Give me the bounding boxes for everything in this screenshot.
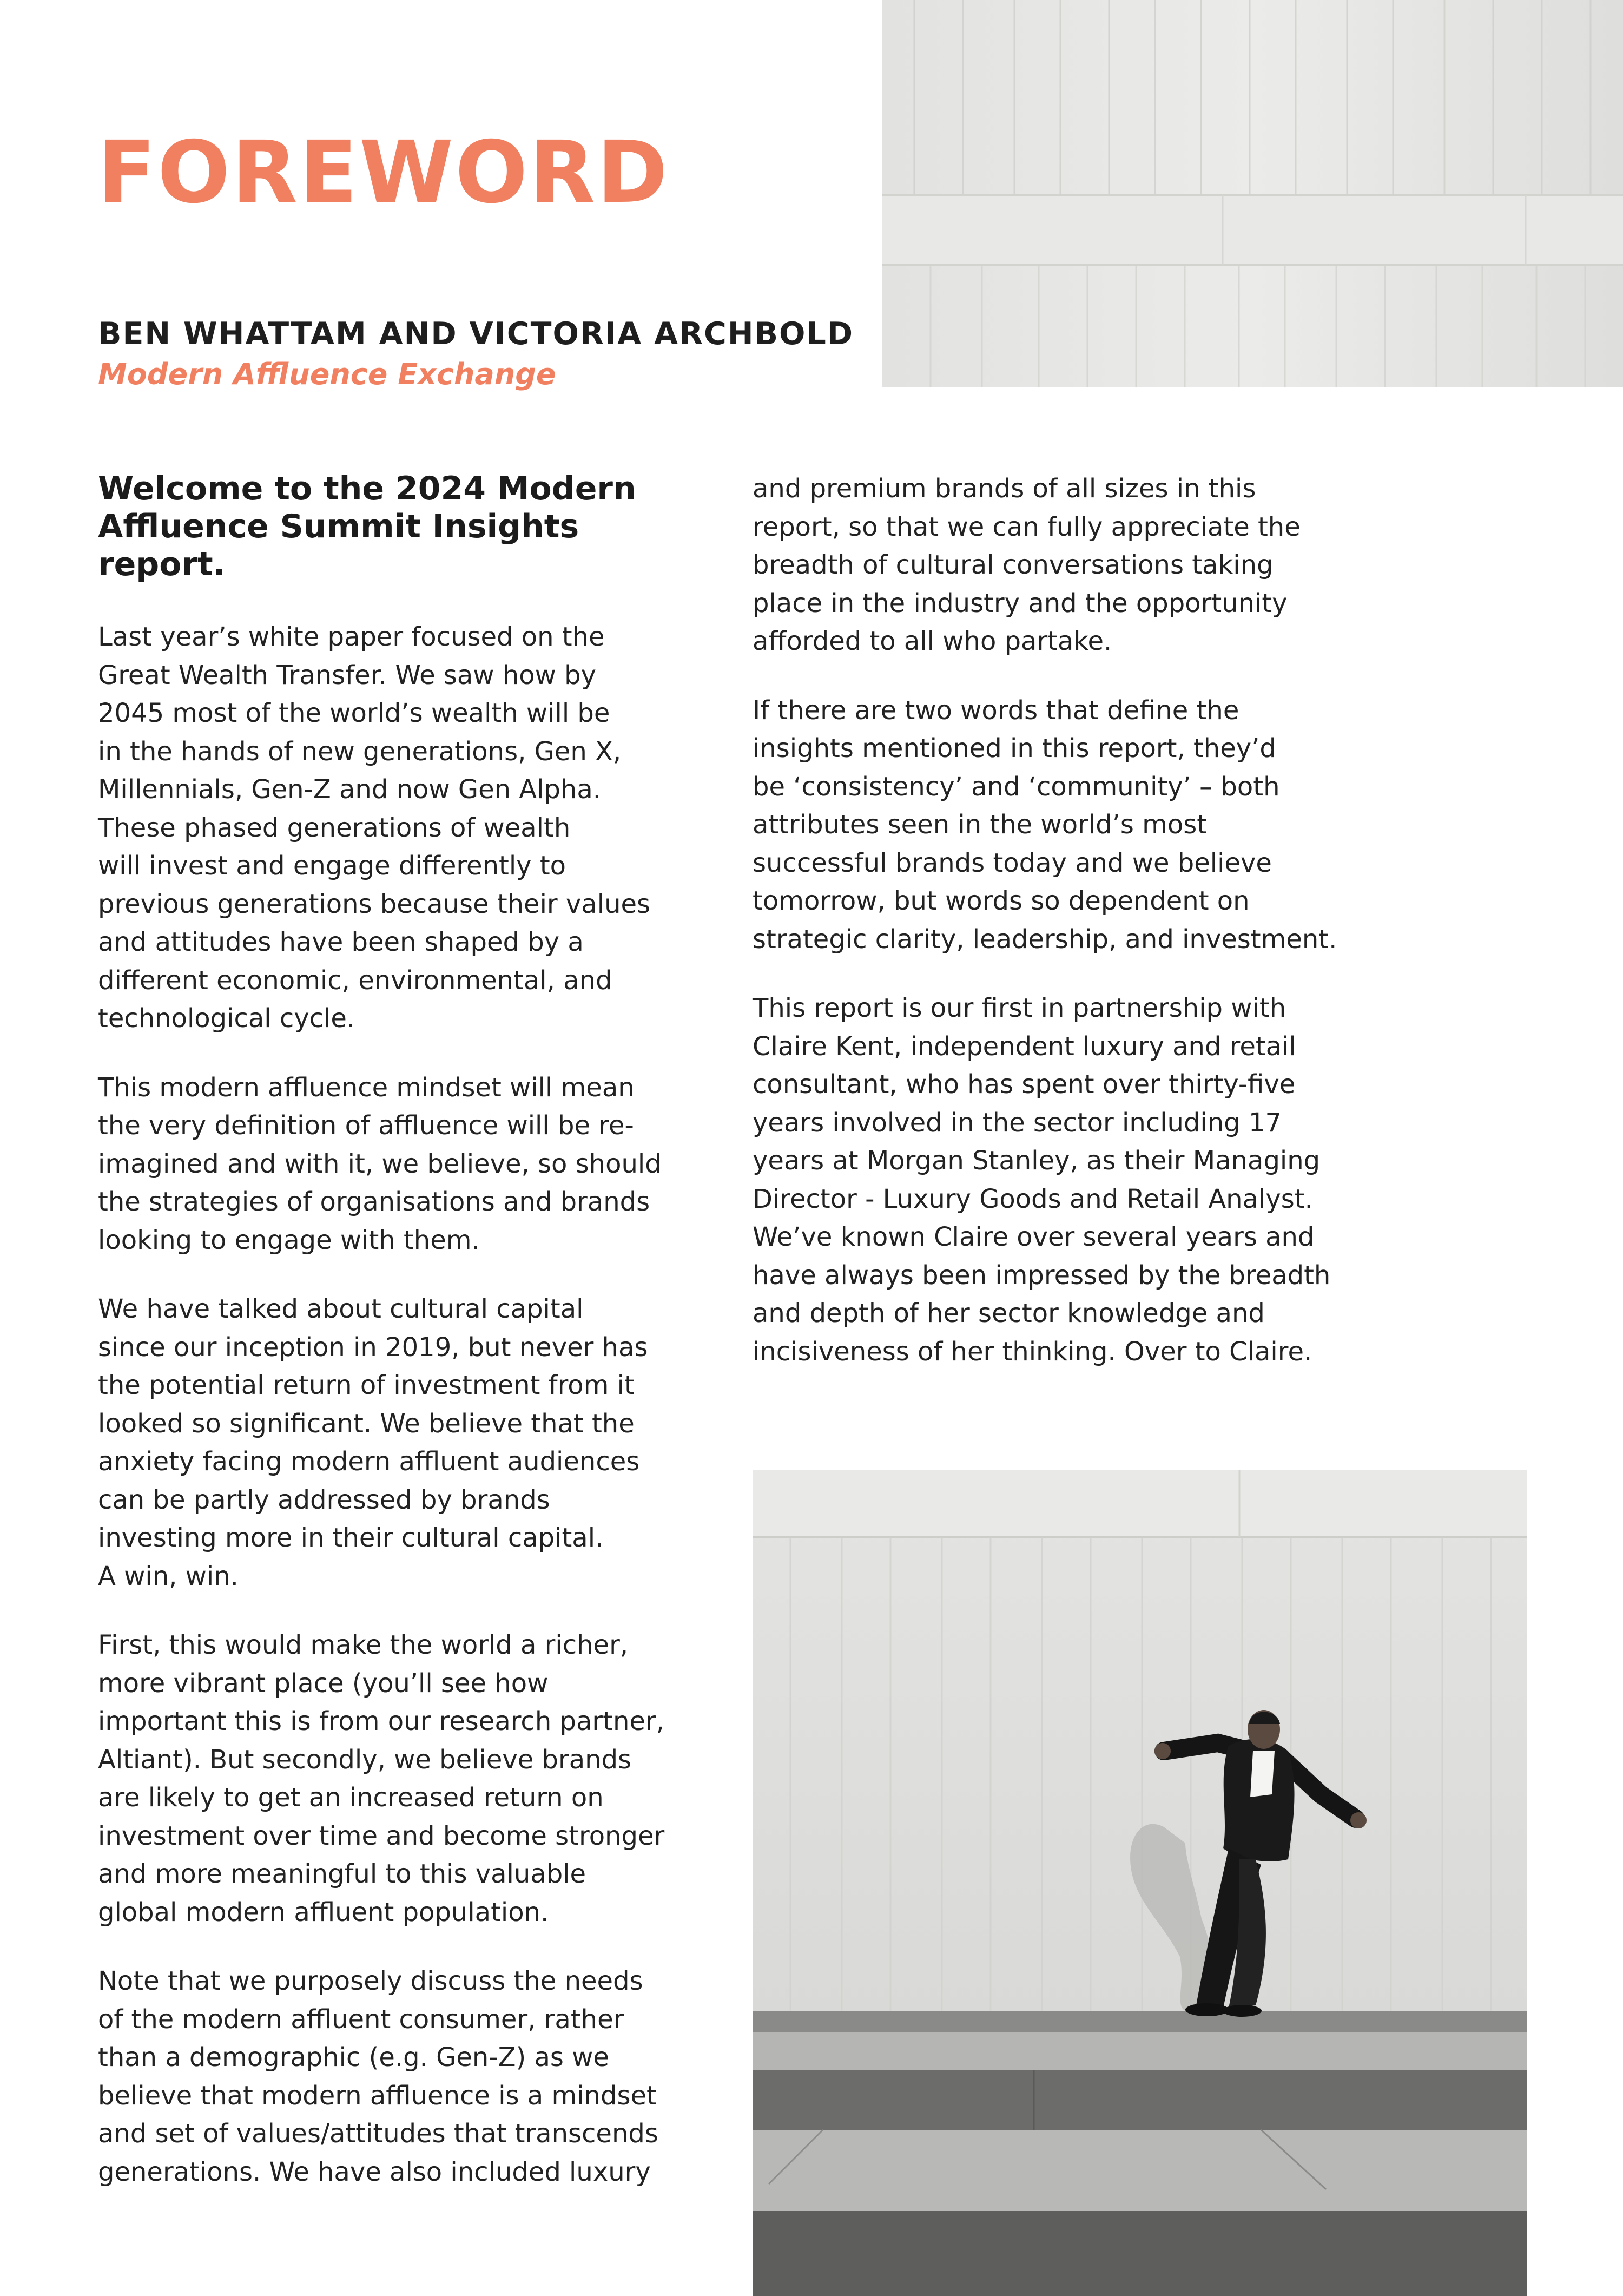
organization-name: Modern Affluence Exchange bbox=[98, 357, 556, 391]
text-line: and depth of her sector knowledge and bbox=[753, 1298, 1265, 1328]
text-line: place in the industry and the opportunity bbox=[753, 588, 1288, 619]
text-line: strategic clarity, leadership, and investment. bbox=[753, 924, 1337, 955]
text-line: looked so significant. We believe that the bbox=[98, 1408, 635, 1439]
text-line: in the hands of new generations, Gen X, bbox=[98, 736, 622, 767]
text-line: Last year’s white paper focused on the bbox=[98, 622, 605, 652]
paragraph-claire-kent bbox=[753, 989, 1375, 1371]
text-line: Millennials, Gen-Z and now Gen Alpha. bbox=[98, 774, 602, 805]
text-line: looking to engage with them. bbox=[98, 1225, 480, 1255]
text-line: A win, win. bbox=[98, 1561, 239, 1591]
text-line: afforded to all who partake. bbox=[753, 626, 1112, 656]
text-line: investment over time and become stronger bbox=[98, 1820, 665, 1851]
paragraph-consumer-needs bbox=[98, 1962, 704, 2191]
paragraph-cultural-capital bbox=[98, 1290, 704, 1595]
text-line: We have talked about cultural capital bbox=[98, 1294, 584, 1324]
text-line: tomorrow, but words so dependent on bbox=[753, 886, 1250, 916]
dancer-photo bbox=[753, 1470, 1527, 2296]
text-line: be ‘consistency’ and ‘community’ – both bbox=[753, 771, 1280, 802]
text-line: This report is our first in partnership with bbox=[753, 993, 1286, 1023]
text-line: the potential return of investment from it bbox=[98, 1370, 635, 1400]
right-text-column bbox=[753, 470, 1375, 1402]
welcome-heading-line: Welcome to the 2024 Modern bbox=[98, 470, 636, 508]
text-line: Altiant). But secondly, we believe brands bbox=[98, 1744, 632, 1775]
paragraph-two-words bbox=[753, 692, 1375, 959]
text-line: imagined and with it, we believe, so should bbox=[98, 1148, 662, 1179]
text-line: can be partly addressed by brands bbox=[98, 1484, 550, 1515]
text-line: report, so that we can fully appreciate the bbox=[753, 511, 1301, 542]
text-line: previous generations because their values bbox=[98, 889, 651, 919]
text-line: believe that modern affluence is a mindset bbox=[98, 2080, 657, 2111]
text-line: Claire Kent, independent luxury and retail bbox=[753, 1031, 1296, 1062]
paragraph-mindset bbox=[98, 1069, 704, 1260]
text-line: We’ve known Claire over several years and bbox=[753, 1222, 1315, 1252]
text-line: Great Wealth Transfer. We saw how by bbox=[98, 660, 596, 690]
welcome-heading-line: report. bbox=[98, 545, 226, 583]
text-line: since our inception in 2019, but never has bbox=[98, 1332, 648, 1363]
welcome-heading-line: Affluence Summit Insights bbox=[98, 508, 579, 545]
text-line: First, this would make the world a richer, bbox=[98, 1630, 629, 1660]
text-line: and set of values/attitudes that transcends bbox=[98, 2119, 658, 2149]
text-line: and attitudes have been shaped by a bbox=[98, 927, 584, 957]
text-line: different economic, environmental, and bbox=[98, 965, 612, 996]
text-line: important this is from our research partner, bbox=[98, 1706, 664, 1736]
text-line: consultant, who has spent over thirty-five bbox=[753, 1069, 1296, 1100]
text-line: will invest and engage differently to bbox=[98, 851, 566, 881]
text-line: investing more in their cultural capital. bbox=[98, 1523, 604, 1553]
text-line: and more meaningful to this valuable bbox=[98, 1859, 586, 1889]
stone-wall-image bbox=[882, 0, 1623, 387]
page-title: FOREWORD bbox=[97, 123, 670, 222]
welcome-heading bbox=[98, 470, 704, 583]
text-line: years involved in the sector including 17 bbox=[753, 1107, 1282, 1138]
text-line: insights mentioned in this report, they’d bbox=[753, 733, 1276, 764]
text-line: If there are two words that define the bbox=[753, 695, 1239, 726]
text-line: technological cycle. bbox=[98, 1003, 355, 1034]
left-text-column bbox=[98, 470, 704, 2222]
text-line: and premium brands of all sizes in this bbox=[753, 473, 1256, 504]
text-line: are likely to get an increased return on bbox=[98, 1782, 604, 1813]
text-line: This modern affluence mindset will mean bbox=[98, 1072, 635, 1103]
text-line: than a demographic (e.g. Gen-Z) as we bbox=[98, 2042, 609, 2073]
text-line: the very definition of affluence will be re- bbox=[98, 1110, 634, 1141]
text-line: Note that we purposely discuss the needs bbox=[98, 1966, 643, 1996]
paragraph-premium-brands bbox=[753, 470, 1375, 661]
text-line: years at Morgan Stanley, as their Managing bbox=[753, 1146, 1321, 1176]
text-line: anxiety facing modern affluent audiences bbox=[98, 1446, 640, 1477]
text-line: the strategies of organisations and brands bbox=[98, 1187, 650, 1217]
text-line: 2045 most of the world’s wealth will be bbox=[98, 698, 610, 728]
text-line: breadth of cultural conversations taking bbox=[753, 550, 1274, 580]
text-line: of the modern affluent consumer, rather bbox=[98, 2004, 624, 2035]
text-line: These phased generations of wealth bbox=[98, 812, 571, 843]
text-line: have always been impressed by the breadth bbox=[753, 1260, 1331, 1291]
authors-byline: BEN WHATTAM AND VICTORIA ARCHBOLD bbox=[98, 316, 854, 352]
paragraph-wealth-transfer bbox=[98, 618, 704, 1038]
text-line: generations. We have also included luxury bbox=[98, 2156, 651, 2187]
text-line: attributes seen in the world’s most bbox=[753, 810, 1208, 840]
text-line: incisiveness of her thinking. Over to Claire. bbox=[753, 1336, 1312, 1367]
text-line: successful brands today and we believe bbox=[753, 847, 1272, 878]
text-line: more vibrant place (you’ll see how bbox=[98, 1668, 549, 1699]
text-line: Director - Luxury Goods and Retail Analyst. bbox=[753, 1183, 1313, 1214]
text-line: global modern affluent population. bbox=[98, 1897, 549, 1927]
paragraph-richer-world bbox=[98, 1626, 704, 1931]
